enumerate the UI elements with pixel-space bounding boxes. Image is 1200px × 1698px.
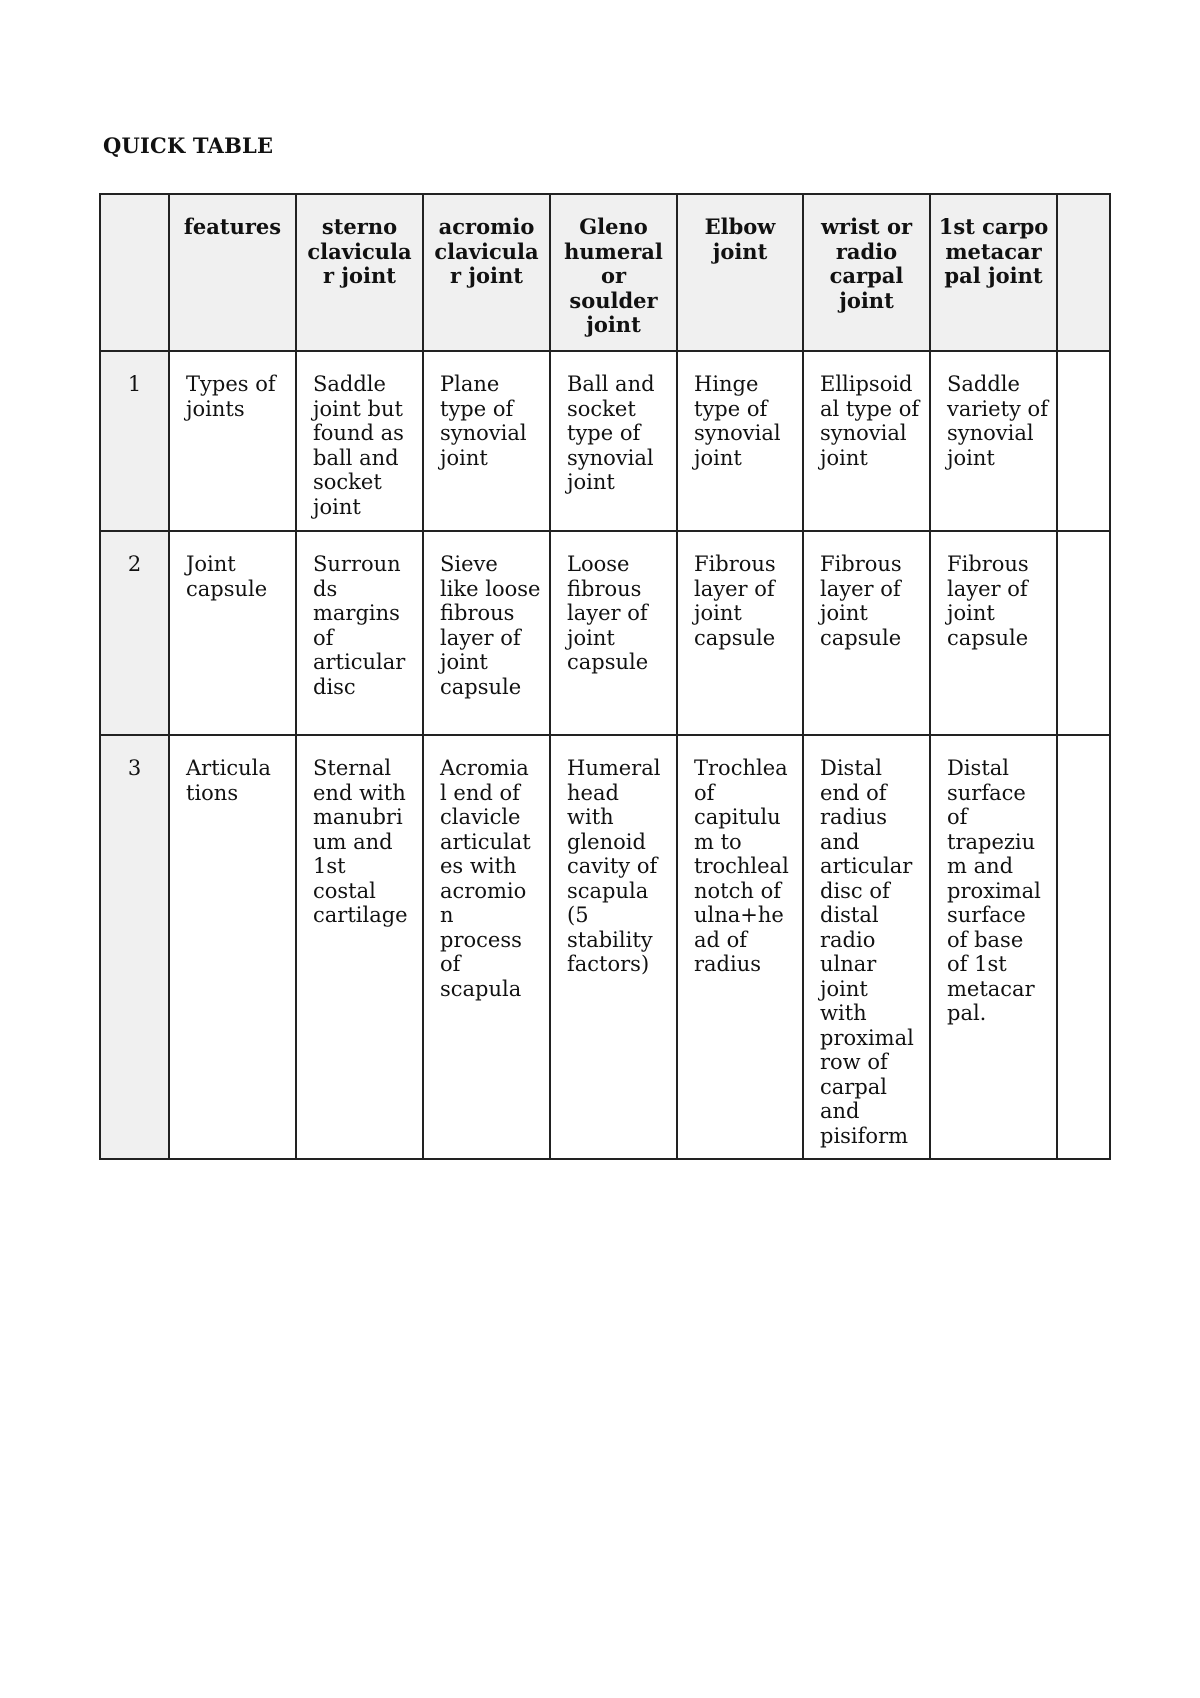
quick-table [99,193,1111,1160]
table-cell: Ball and socket type of synovial joint [550,351,677,531]
header-cell-acromioclavicular: acromio clavicula r joint [423,194,550,351]
row-number: 1 [100,351,169,531]
row-number: 2 [100,531,169,735]
table-cell: Acromia l end of clavicle articulat es with acromio n process of scapula [423,735,550,1159]
header-cell-first-carpometacarpal: 1st carpo metacar pal joint [930,194,1057,351]
table-cell: Fibrous layer of joint capsule [803,531,930,735]
table-cell: Ellipsoid al type of synovial joint [803,351,930,531]
table-cell: Hinge type of synovial joint [677,351,803,531]
table-cell [1057,351,1110,531]
table-cell: Sieve like loose fibrous layer of joint capsule [423,531,550,735]
table-cell: Saddle joint but found as ball and socket joint [296,351,423,531]
table-cell: Humeral head with glenoid cavity of scapula (5 stability factors) [550,735,677,1159]
table-header-row [100,194,1110,351]
table-row [100,351,1110,531]
table-cell: Distal surface of trapeziu m and proximal surface of base of 1st metacar pal. [930,735,1057,1159]
header-cell-sternoclavicular: sterno clavicula r joint [296,194,423,351]
table-cell: Surroun ds margins of articular disc [296,531,423,735]
header-cell-glenohumeral: Gleno humeral or soulder joint [550,194,677,351]
table-cell: Loose fibrous layer of joint capsule [550,531,677,735]
row-feature: Joint capsule [169,531,296,735]
table-row [100,735,1110,1159]
table-cell: Fibrous layer of joint capsule [677,531,803,735]
table-cell: Saddle variety of synovial joint [930,351,1057,531]
page-title: QUICK TABLE [103,133,274,158]
header-cell-empty [1057,194,1110,351]
table-cell: Plane type of synovial joint [423,351,550,531]
header-cell-index [100,194,169,351]
row-feature: Articula tions [169,735,296,1159]
header-cell-wrist: wrist or radio carpal joint [803,194,930,351]
table-cell: Distal end of radius and articular disc of distal radio ulnar joint with proximal row of carpal and pisiform [803,735,930,1159]
table-cell: Fibrous layer of joint capsule [930,531,1057,735]
table-cell [1057,531,1110,735]
header-cell-elbow: Elbow joint [677,194,803,351]
table-row [100,531,1110,735]
table-cell: Sternal end with manubri um and 1st costal cartilage [296,735,423,1159]
header-cell-features: features [169,194,296,351]
row-feature: Types of joints [169,351,296,531]
table-cell [1057,735,1110,1159]
row-number: 3 [100,735,169,1159]
table-cell: Trochlea of capitulu m to trochleal notch of ulna+he ad of radius [677,735,803,1159]
